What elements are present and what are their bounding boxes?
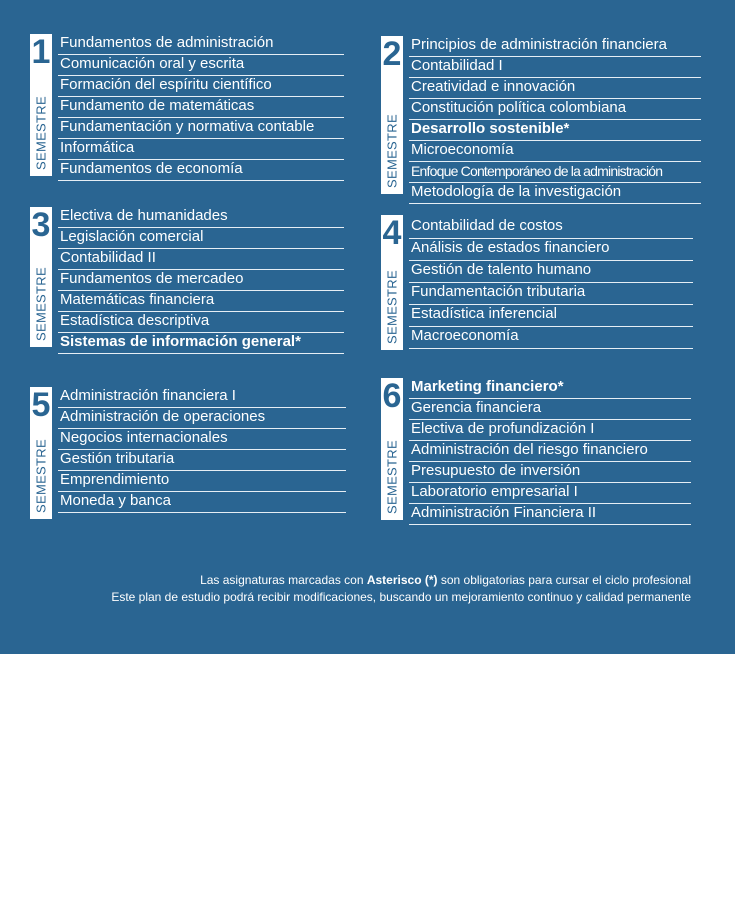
semester-2-course-list bbox=[409, 36, 701, 204]
semester-3-number: 3 bbox=[31, 206, 51, 244]
course-item: Contabilidad I bbox=[409, 57, 701, 78]
course-item: Fundamento de matemáticas bbox=[58, 97, 344, 118]
course-item: Administración financiera I bbox=[58, 387, 346, 408]
semester-3-course-list bbox=[58, 207, 344, 354]
course-item: Constitución política colombiana bbox=[409, 99, 701, 120]
course-item: Emprendimiento bbox=[58, 471, 346, 492]
semester-5-number: 5 bbox=[31, 386, 51, 424]
semester-2-label: SEMESTRE bbox=[384, 114, 400, 188]
semester-1-course-list bbox=[58, 34, 344, 181]
course-item: Contabilidad de costos bbox=[409, 217, 693, 239]
semester-5-strip bbox=[30, 387, 52, 519]
course-item: Electiva de humanidades bbox=[58, 207, 344, 228]
semester-5-block bbox=[30, 387, 350, 519]
course-item: Estadística inferencial bbox=[409, 305, 693, 327]
course-item: Metodología de la investigación bbox=[409, 183, 701, 204]
course-item: Microeconomía bbox=[409, 141, 701, 162]
course-item: Análisis de estados financiero bbox=[409, 239, 693, 261]
course-item: Gerencia financiera bbox=[409, 399, 691, 420]
semester-6-strip bbox=[381, 378, 403, 520]
semester-2-block bbox=[381, 35, 701, 200]
semester-6-label: SEMESTRE bbox=[384, 440, 400, 514]
course-item: Legislación comercial bbox=[58, 228, 344, 249]
course-item: Administración de operaciones bbox=[58, 408, 346, 429]
course-item: Electiva de profundización I bbox=[409, 420, 691, 441]
semester-4-number: 4 bbox=[382, 214, 402, 252]
semester-4-label: SEMESTRE bbox=[384, 270, 400, 344]
semester-2-strip bbox=[381, 36, 403, 194]
semester-3-block bbox=[30, 206, 350, 350]
semester-1-strip bbox=[30, 34, 52, 176]
semester-6-number: 6 bbox=[382, 377, 402, 415]
semester-4-course-list bbox=[409, 217, 693, 349]
semester-4-block bbox=[381, 215, 701, 350]
course-item: Presupuesto de inversión bbox=[409, 462, 691, 483]
course-item: Fundamentos de mercadeo bbox=[58, 270, 344, 291]
semester-3-strip bbox=[30, 207, 52, 347]
semester-1-label: SEMESTRE bbox=[33, 96, 49, 170]
course-item: Administración Financiera II bbox=[409, 504, 691, 525]
semester-3-label: SEMESTRE bbox=[33, 267, 49, 341]
course-item: Comunicación oral y escrita bbox=[58, 55, 344, 76]
semester-5-course-list bbox=[58, 387, 346, 513]
course-item: Fundamentos de administración bbox=[58, 34, 344, 55]
semester-4-strip bbox=[381, 215, 403, 350]
note-asterisk-emphasis: Asterisco (*) bbox=[366, 573, 438, 587]
course-item: Fundamentos de economía bbox=[58, 160, 344, 181]
semester-1-number: 1 bbox=[31, 33, 51, 71]
modifications-note: Este plan de estudio podrá recibir modificaciones, buscando un mejoramiento continuo y calidad permanente bbox=[111, 590, 691, 604]
blank-page-area bbox=[0, 654, 735, 900]
note-suffix: son obligatorias para cursar el ciclo profesional bbox=[437, 573, 691, 587]
required-courses-note bbox=[111, 572, 691, 589]
course-item: Principios de administración financiera bbox=[409, 36, 701, 57]
course-item: Fundamentación tributaria bbox=[409, 283, 693, 305]
semester-1-block bbox=[30, 34, 350, 176]
course-item: Matemáticas financiera bbox=[58, 291, 344, 312]
semester-2-number: 2 bbox=[382, 35, 402, 73]
semester-5-label: SEMESTRE bbox=[33, 439, 49, 513]
course-item: Creatividad e innovación bbox=[409, 78, 701, 99]
course-item: Macroeconomía bbox=[409, 327, 693, 349]
course-item-required: Desarrollo sostenible* bbox=[409, 120, 701, 141]
note-prefix: Las asignaturas marcadas con bbox=[200, 573, 367, 587]
course-item: Contabilidad II bbox=[58, 249, 344, 270]
course-item: Formación del espíritu científico bbox=[58, 76, 344, 97]
course-item: Gestión tributaria bbox=[58, 450, 346, 471]
course-item: Gestión de talento humano bbox=[409, 261, 693, 283]
course-item-required: Marketing financiero* bbox=[409, 378, 691, 399]
course-item: Fundamentación y normativa contable bbox=[58, 118, 344, 139]
course-item-required: Sistemas de información general* bbox=[58, 333, 344, 354]
course-item: Moneda y banca bbox=[58, 492, 346, 513]
course-item: Administración del riesgo financiero bbox=[409, 441, 691, 462]
semester-6-block bbox=[381, 378, 701, 520]
semester-6-course-list bbox=[409, 378, 691, 525]
course-item: Informática bbox=[58, 139, 344, 160]
course-item: Enfoque Contemporáneo de la administración bbox=[409, 162, 701, 183]
course-item: Negocios internacionales bbox=[58, 429, 346, 450]
course-item: Estadística descriptiva bbox=[58, 312, 344, 333]
course-item: Laboratorio empresarial I bbox=[409, 483, 691, 504]
plan-notes bbox=[111, 572, 691, 606]
